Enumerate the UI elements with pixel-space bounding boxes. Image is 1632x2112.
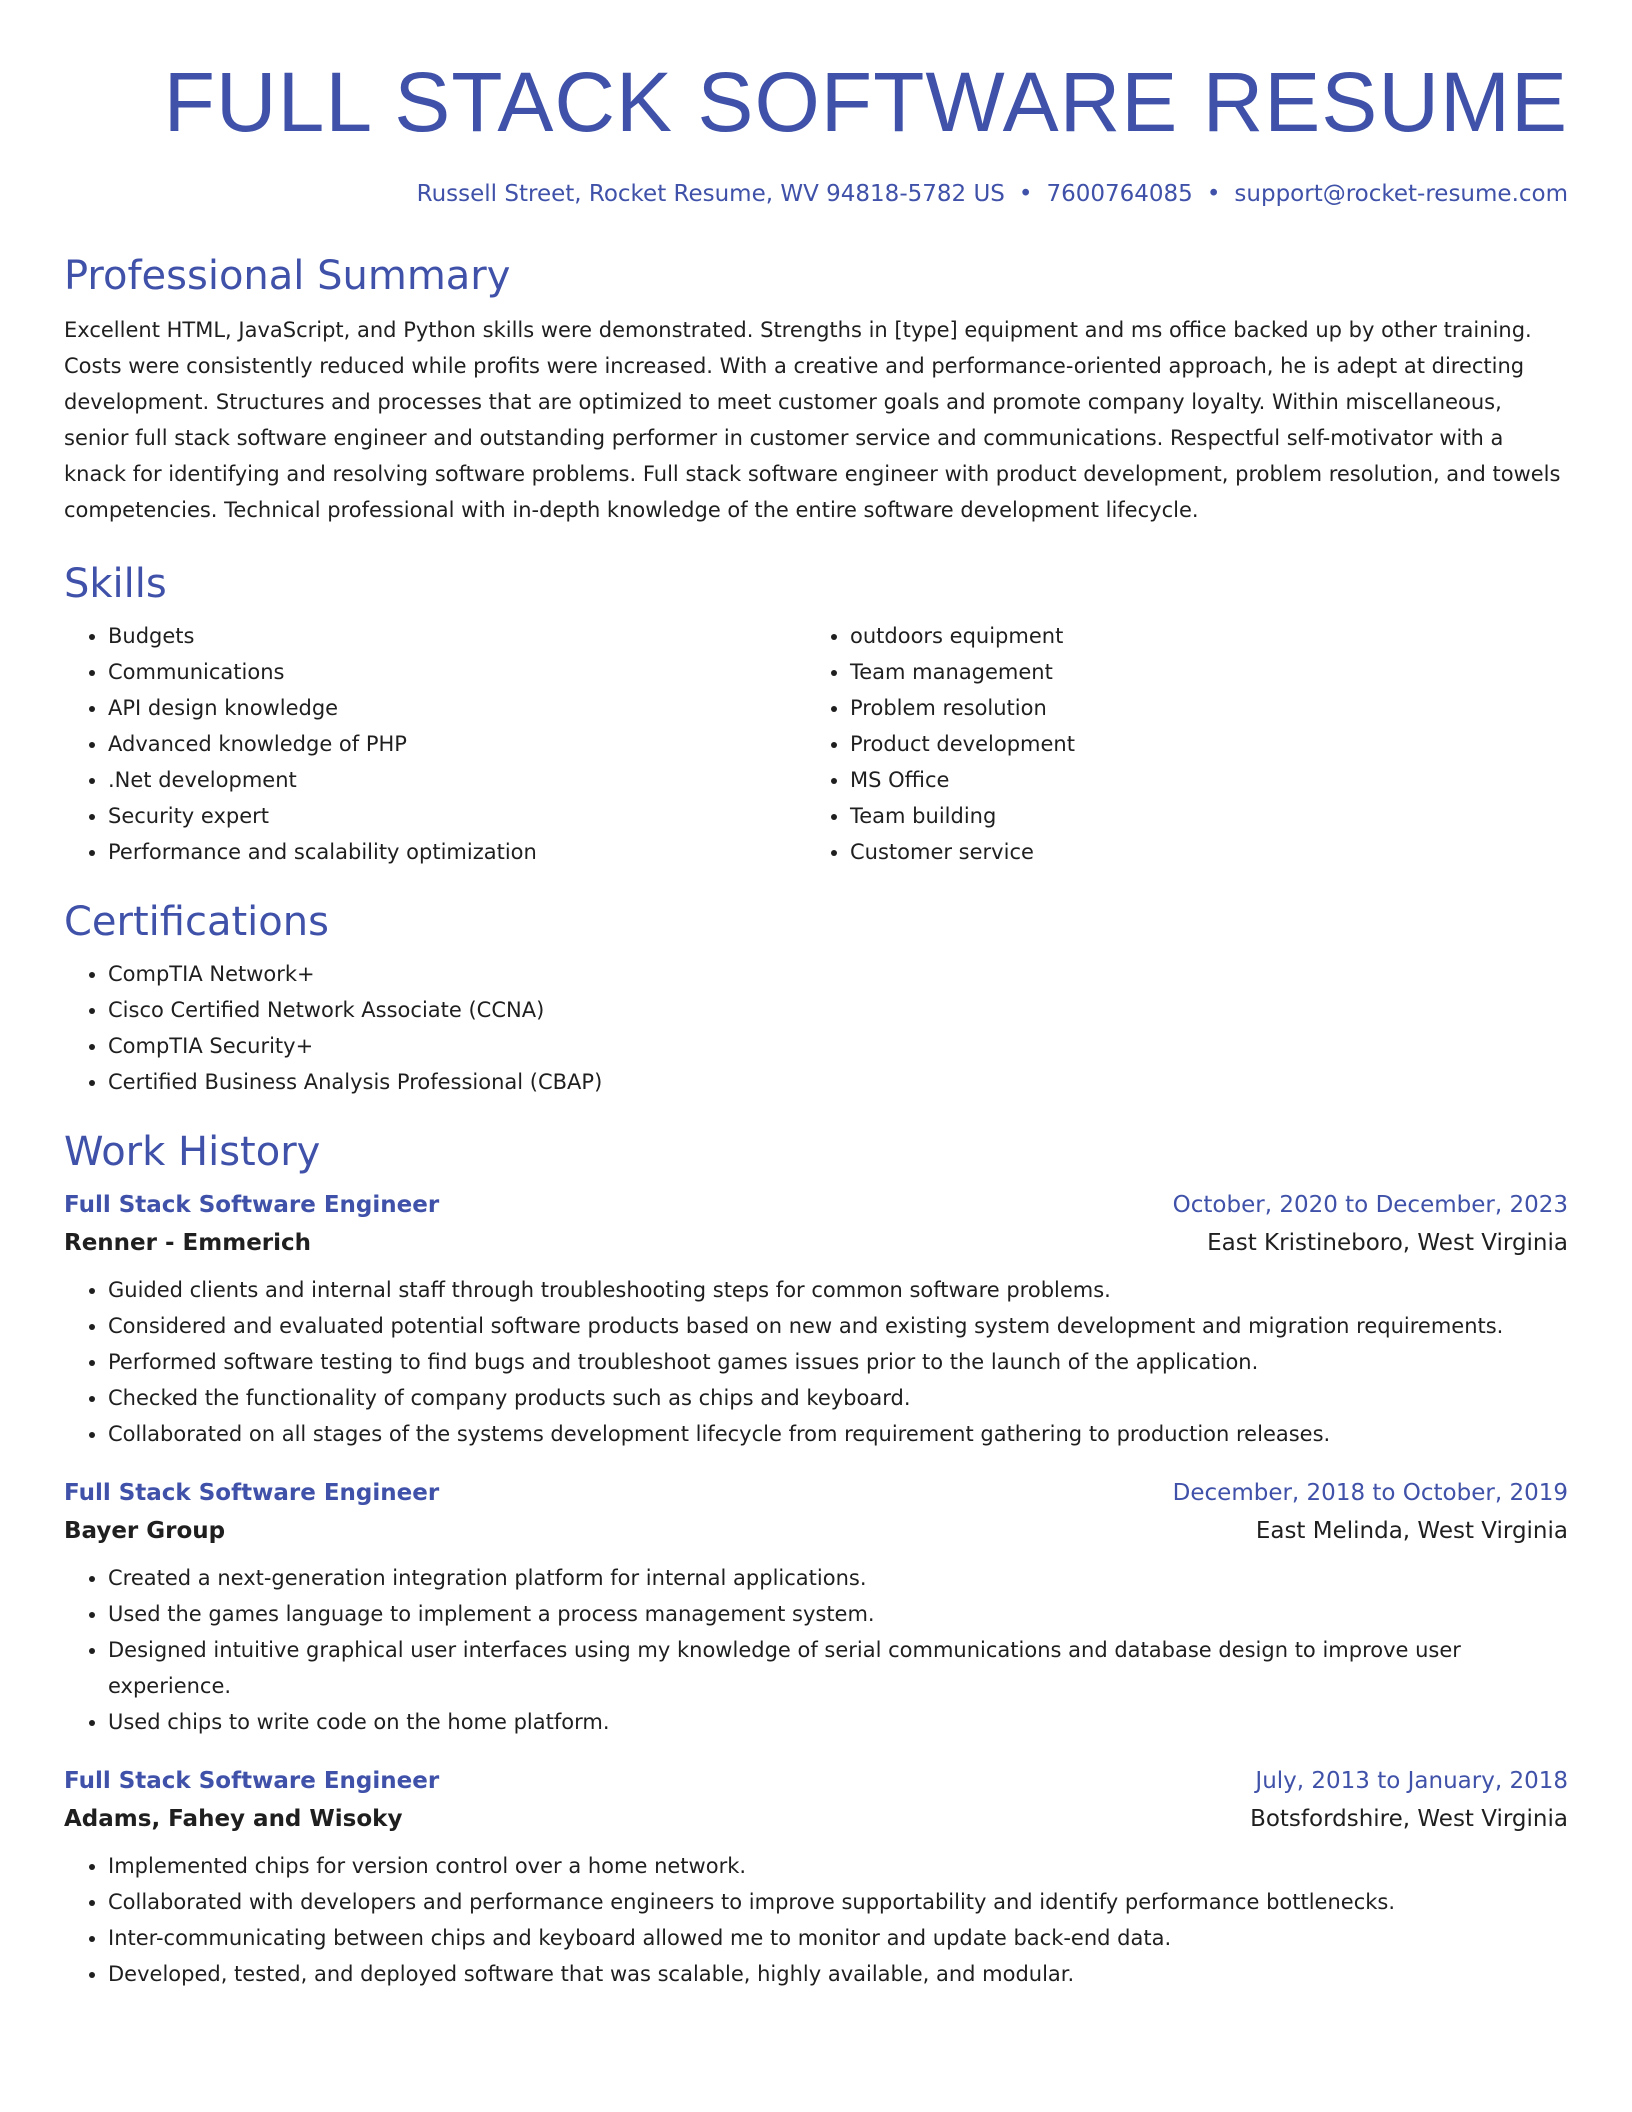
job-bullets [64, 1848, 1568, 1992]
skill-item: • Customer service [850, 834, 1548, 870]
job-bullet: • Used chips to write code on the home platform. [108, 1704, 1568, 1740]
summary-text: Excellent HTML, JavaScript, and Python skills were demonstrated. Strengths in [type] equipment and ms office backed up by other training. Costs were consistently reduced while profits were increased. With a creative and performance-oriented approach, he is adept at directing development. Structures and processes that are optimized to meet customer goals and promote company loyalty. Within miscellaneous, senior full stack software engineer and outstanding performer in customer service and communications. Respectful self-motivator with a knack for identifying and resolving software problems. Full stack software engineer with product development, problem resolution, and towels competencies. Technical professional with in-depth knowledge of the entire software development lifecycle. [64, 318, 1561, 522]
job-bullet: • Used the games language to implement a process management system. [108, 1596, 1568, 1632]
job-header-row [64, 1762, 1568, 1800]
skill-item: • .Net development [108, 762, 806, 798]
skills-columns [64, 618, 1568, 870]
job-role: Full Stack Software Engineer [64, 1192, 440, 1218]
job-bullet: • Implemented chips for version control over a home network. [108, 1848, 1568, 1884]
job-bullet: • Collaborated with developers and performance engineers to improve supportability and identify performance bottlenecks. [108, 1884, 1568, 1920]
certification-item: • Cisco Certified Network Associate (CCNA) [108, 992, 1568, 1028]
job-bullet: • Checked the functionality of company products such as chips and keyboard. [108, 1380, 1568, 1416]
job-header-row [64, 1186, 1568, 1224]
job-entry [64, 1474, 1568, 1740]
job-location: Botsfordshire, West Virginia [1250, 1806, 1568, 1832]
separator-dot: • [1018, 181, 1033, 207]
job-bullet: • Developed, tested, and deployed software that was scalable, highly available, and modular. [108, 1956, 1568, 1992]
certification-item: • Certified Business Analysis Professional (CBAP) [108, 1064, 1568, 1100]
job-header-row [64, 1474, 1568, 1512]
summary-section [64, 250, 1568, 528]
skill-item: • MS Office [850, 762, 1548, 798]
certifications-section [64, 896, 1568, 1100]
summary-heading: Professional Summary [64, 253, 511, 299]
skills-section [64, 558, 1568, 870]
job-bullets [64, 1272, 1568, 1452]
skill-item: • Product development [850, 726, 1548, 762]
resume-page [64, 0, 1568, 2014]
skill-item: • Problem resolution [850, 690, 1548, 726]
work-history-heading: Work History [64, 1129, 321, 1175]
job-role: Full Stack Software Engineer [64, 1480, 440, 1506]
certifications-list [64, 956, 1568, 1100]
skill-item: • Team building [850, 798, 1548, 834]
job-role: Full Stack Software Engineer [64, 1768, 440, 1794]
job-company-row [64, 1512, 1568, 1550]
certifications-heading: Certifications [64, 899, 329, 945]
resume-header [64, 0, 1568, 210]
job-company-row [64, 1800, 1568, 1838]
skill-item: • outdoors equipment [850, 618, 1548, 654]
skill-item: • API design knowledge [108, 690, 806, 726]
job-location: East Melinda, West Virginia [1255, 1518, 1568, 1544]
job-bullet: • Considered and evaluated potential software products based on new and existing system development and migration requirements. [108, 1308, 1568, 1344]
job-dates: December, 2018 to October, 2019 [1172, 1480, 1568, 1506]
job-bullets [64, 1560, 1568, 1740]
job-bullet: • Performed software testing to find bugs and troubleshoot games issues prior to the launch of the application. [108, 1344, 1568, 1380]
resume-title: FULL STACK SOFTWARE RESUME [163, 55, 1568, 149]
job-company: Bayer Group [64, 1518, 226, 1544]
certification-item: • CompTIA Security+ [108, 1028, 1568, 1064]
job-bullet: • Designed intuitive graphical user interfaces using my knowledge of serial communications and database design to improve user experience. [108, 1632, 1568, 1704]
job-bullet: • Collaborated on all stages of the systems development lifecycle from requirement gathering to production releases. [108, 1416, 1568, 1452]
job-entry [64, 1762, 1568, 1992]
contact-line [64, 178, 1568, 210]
job-dates: July, 2013 to January, 2018 [1255, 1768, 1568, 1794]
job-bullet: • Inter-communicating between chips and keyboard allowed me to monitor and update back-end data. [108, 1920, 1568, 1956]
skill-item: • Advanced knowledge of PHP [108, 726, 806, 762]
email-link[interactable]: support@rocket-resume.com [1234, 181, 1568, 207]
job-entry [64, 1186, 1568, 1452]
job-dates: October, 2020 to December, 2023 [1172, 1192, 1568, 1218]
job-company: Adams, Fahey and Wisoky [64, 1806, 403, 1832]
skill-item: • Team management [850, 654, 1548, 690]
skill-item: • Performance and scalability optimization [108, 834, 806, 870]
skills-heading: Skills [64, 561, 167, 607]
address-text: Russell Street, Rocket Resume, WV 94818-5782 US [416, 181, 1005, 207]
job-bullet: • Guided clients and internal staff through troubleshooting steps for common software problems. [108, 1272, 1568, 1308]
skills-list-left [64, 618, 806, 870]
skill-item: • Security expert [108, 798, 806, 834]
skill-item: • Budgets [108, 618, 806, 654]
skills-list-right [806, 618, 1548, 870]
job-bullet: • Created a next-generation integration platform for internal applications. [108, 1560, 1568, 1596]
skill-item: • Communications [108, 654, 806, 690]
separator-dot: • [1206, 181, 1221, 207]
certification-item: • CompTIA Network+ [108, 956, 1568, 992]
job-company: Renner - Emmerich [64, 1230, 312, 1256]
phone-text: 7600764085 [1046, 181, 1193, 207]
job-company-row [64, 1224, 1568, 1262]
job-location: East Kristineboro, West Virginia [1207, 1230, 1568, 1256]
work-history-section [64, 1126, 1568, 1992]
